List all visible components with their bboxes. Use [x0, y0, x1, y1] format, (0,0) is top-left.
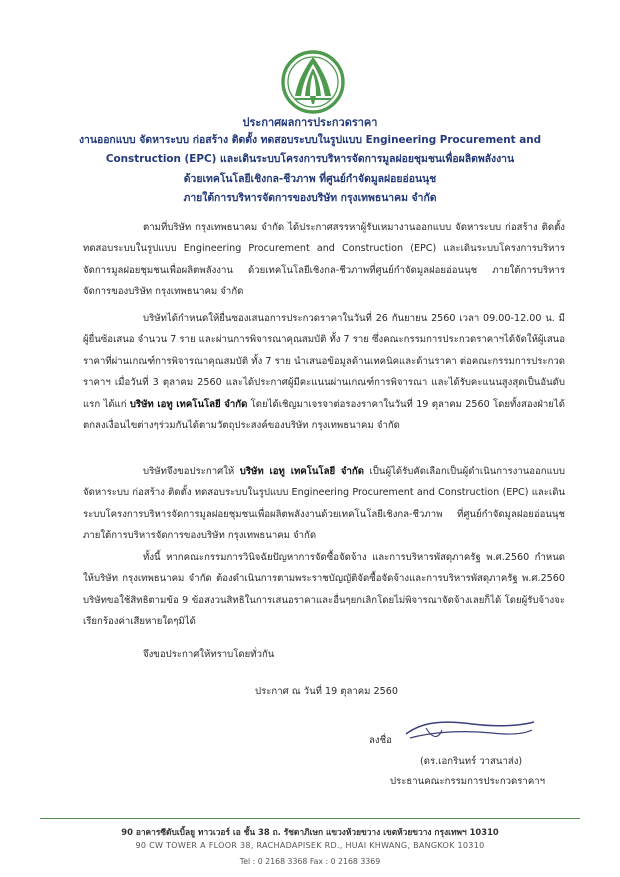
footer-divider [40, 818, 580, 819]
paragraph-2-text-a: บริษัทได้กำหนดให้ยื่นซองเสนอการประกวดราคาในวันที่ 26 กันยายน 2560 เวลา 09.00-12.00 น. มีผู้ยื่นซ้อเสนอ จำนวน 7 ราย และผ่านการพิจารณาคุณสมบัติ ทั้ง 7 ราย ซึ่งคณะกรรมการประกวดราคาฯได้จัดให้ผู้เสนอราคาที่ผ่านเกณฑ์การพิจารณาคุณสมบัติ ทั้ง 7 ราย นำเสนอข้อมูลด้านเทคนิคและด้านราคา ต่อคณะกรรมการประกวดราคาฯ เมื่อวันที่ 3 ตุลาคม 2560 และได้ประกาศผู้มีคะแนนผ่านเกณฑ์การพิจารณา และได้รับคะแนนสูงสุดเป็นอันดับแรก ได้แก่ [83, 313, 565, 410]
paragraph-1 [83, 217, 565, 303]
signer-title: ประธานคณะกรรมการประกวดราคาฯ [390, 776, 546, 787]
subtitle-line-2: Construction (EPC) และเดินระบบโครงการบริหารจัดการมูลฝอยชุมชนเพื่อผลิตพลังงาน [105, 153, 515, 165]
company-logo-icon [281, 50, 345, 114]
paragraph-3 [83, 461, 565, 547]
paragraph-4 [83, 547, 565, 633]
signature-icon [402, 716, 538, 744]
signer-name: (ดร.เอกรินทร์ วาสนาส่ง) [420, 756, 523, 767]
announcement-date: ประกาศ ณ วันที่ 19 ตุลาคม 2560 [255, 686, 398, 697]
footer-contact: Tel : 0 2168 3368 Fax : 0 2168 3369 [239, 857, 381, 866]
paragraph-3-text-b: เป็นผู้ได้รับคัดเลือกเป็นผู้ดำเนินการงานออกแบบ จัดหาระบบ ก่อสร้าง ติดตั้ง ทดสอบระบบในรูปแบบ Engineering Procurement and Construction (EPC) และเดินระบบโครงการบริหารจัดการมูลฝอยชุมชนเพื่อผลิตพลังงานด้วยเทคโนโลยีเชิงกล-ชีวภาพ ที่ศูนย์กำจัดมูลฝอยอ่อนนุช ภายใต้การบริหารจัดการของบริษัท กรุงเทพธนาคม จำกัด [83, 466, 565, 542]
paragraph-4-text: ทั้งนี้ หากคณะกรรมการวินิจฉัยปัญหาการจัดซื้อจัดจ้าง และการบริหารพัสดุภาครัฐ พ.ศ.2560 กำหนดให้บริษัท กรุงเทพธนาคม จำกัด ต้องดำเนินการตามพระราชบัญญัติจัดซื้อจัดจ้างและการบริหารพัสดุภาครัฐ พ.ศ.2560 บริษัทขอใช้สิทธิตามข้อ 9 ข้อสงวนสิทธิในการเสนอราคาและอื่นๆยกเลิกโดยไม่พิจารณาจัดจ้างเลยก็ได้ โดยผู้รับจ้างจะเรียกร้องค่าเสียหายใดๆมิได้ [83, 552, 565, 628]
subtitle-line-1: งานออกแบบ จัดหาระบบ ก่อสร้าง ติดตั้ง ทดสอบระบบในรูปแบบ Engineering Procurement and [78, 134, 542, 146]
paragraph-2 [83, 308, 565, 436]
signature-label: ลงชื่อ [369, 735, 392, 746]
announcement-subtitle [70, 131, 550, 169]
winning-company-name: บริษัท เอทู เทคโนโลยี จำกัด [129, 398, 248, 410]
selected-company-name: บริษัท เอทู เทคโนโลยี จำกัด [239, 466, 364, 477]
paragraph-2-text-b: โดยได้เชิญมาเจรจาต่อรองราคาในวันที่ 19 ตุลาคม 2560 โดยทั้งสองฝ่ายได้ตกลงเงื่อนไขต่างๆร่วมกันได้ตามวัตถุประสงค์ของบริษัท กรุงเทพธนาคม จำกัด [83, 398, 565, 432]
closing-statement: จึงขอประกาศให้ทราบโดยทั่วกัน [143, 649, 275, 660]
subtitle-line-4: ภายใต้การบริหารจัดการของบริษัท กรุงเทพธนาคม จำกัด [183, 192, 437, 204]
paragraph-3-text-a: บริษัทจึงขอประกาศให้ [143, 466, 235, 477]
footer-address-thai: 90 อาคารซีดับเบิ้ลยู ทาวเวอร์ เอ ชั้น 38 ถ. รัชดาภิเษก แขวงห้วยขวาง เขตห้วยขวาง กรุงเทพฯ 10310 [121, 827, 499, 837]
announcement-title: ประกาศผลการประกวดราคา [242, 116, 378, 129]
subtitle-line-3: ด้วยเทคโนโลยีเชิงกล-ชีวภาพ ที่ศูนย์กำจัดมูลฝอยอ่อนนุช [183, 173, 437, 185]
footer-address-english: 90 CW TOWER A FLOOR 38, RACHADAPISEK RD., HUAI KHWANG, BANGKOK 10310 [135, 841, 485, 850]
paragraph-1-text: ตามที่บริษัท กรุงเทพธนาคม จำกัด ได้ประกาศสรรหาผู้รับเหมางานออกแบบ จัดหาระบบ ก่อสร้าง ติดตั้ง ทดสอบระบบในรูปแบบ Engineering Procurement and Construction (EPC) และเดินระบบโครงการบริหารจัดการมูลฝอยชุมชนเพื่อผลิตพลังงาน ด้วยเทคโนโลยีเชิงกล-ชีวภาพที่ศูนย์กำจัดมูลฝอยอ่อนนุช ภายใต้การบริหารจัดการของบริษัท กรุงเทพธนาคม จำกัด [83, 222, 565, 298]
